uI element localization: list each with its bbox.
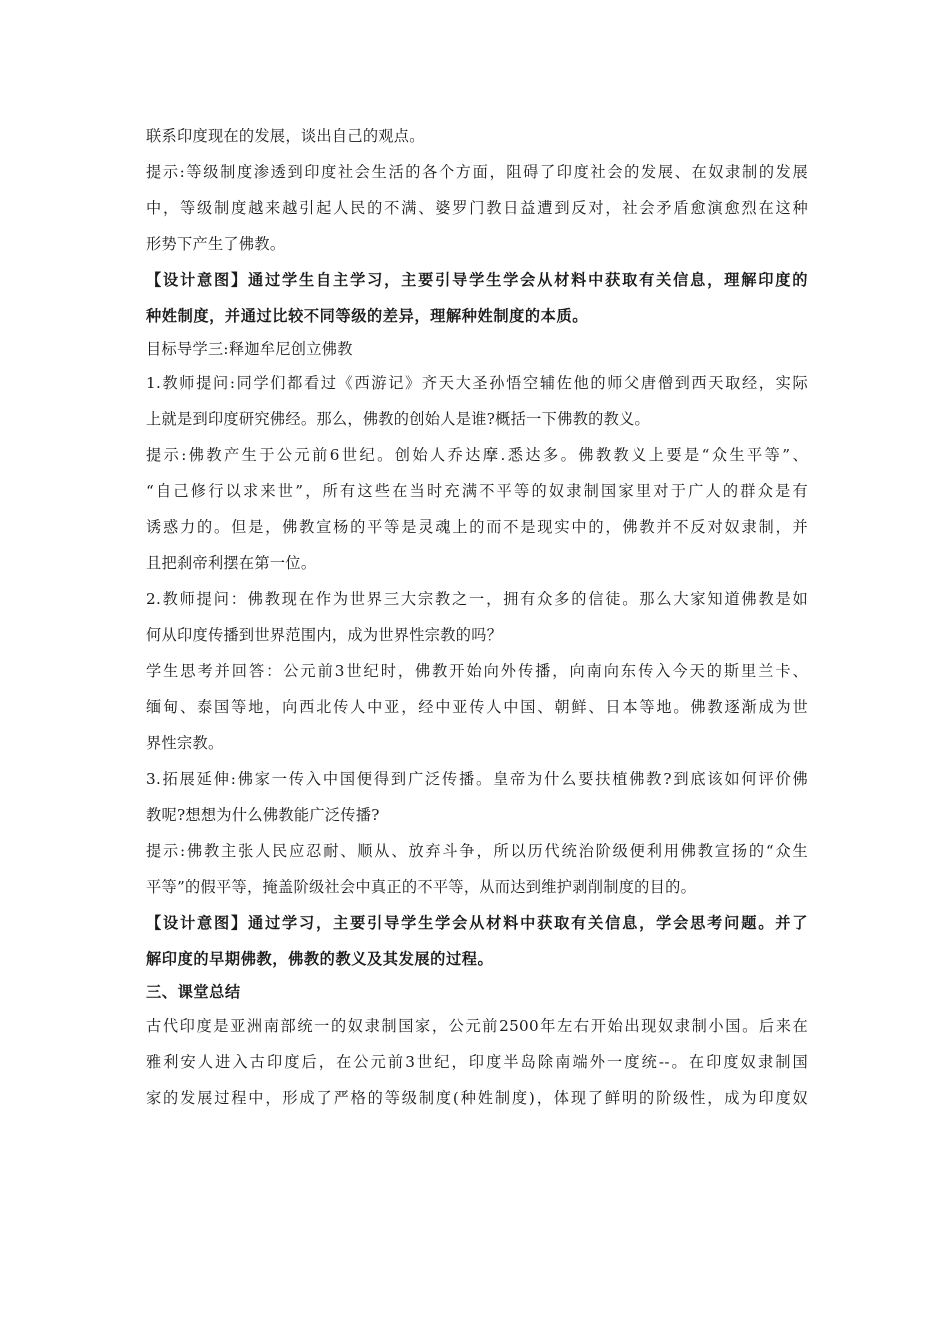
text-line: 教呢?想想为什么佛教能广泛传播? <box>146 806 380 824</box>
text-line: 联系印度现在的发展，谈出自己的观点。 <box>146 127 425 145</box>
text-line: 学生思考并回答：公元前3世纪时，佛教开始向外传播，向南向东传入今天的斯里兰卡、 <box>146 662 808 680</box>
text-line: 缅甸、泰国等地，向西北传人中亚，经中亚传人中国、朝鲜、日本等地。佛教逐渐成为世 <box>146 698 808 716</box>
text-line: 界性宗教。 <box>146 734 224 752</box>
text-line: 中，等级制度越来越引起人民的不满、婆罗门教日益遭到反对，社会矛盾愈演愈烈在这种 <box>146 199 808 217</box>
section-heading: 目标导学三:释迦牟尼创立佛教 <box>146 340 353 358</box>
text-line: 提示:等级制度渗透到印度社会生活的各个方面，阻碍了印度社会的发展、在奴隶制的发展 <box>146 163 808 181</box>
text-line: 平等”的假平等，掩盖阶级社会中真正的不平等，从而达到维护剥削制度的目的。 <box>146 878 697 896</box>
text-line: 2.教师提问：佛教现在作为世界三大宗教之一，拥有众多的信徒。那么大家知道佛教是如 <box>146 590 808 608</box>
design-intent-heading: 【设计意图】通过学习，主要引导学生学会从材料中获取有关信息，学会思考问题。并了 <box>146 914 808 932</box>
section-heading: 三、课堂总结 <box>146 983 241 1001</box>
text-line: 且把刹帝利摆在第一位。 <box>146 554 317 572</box>
text-line: 3.拓展延伸:佛家一传入中国便得到广泛传播。皇帝为什么要扶植佛教?到底该如何评价佛 <box>146 770 808 788</box>
text-line: 家的发展过程中，形成了严格的等级制度(种姓制度)，体现了鲜明的阶级性，成为印度奴 <box>146 1089 808 1107</box>
text-line: 1.教师提问:同学们都看过《西游记》齐天大圣孙悟空辅佐他的师父唐僧到西天取经，实际 <box>146 374 808 392</box>
text-line: 提示:佛教主张人民应忍耐、顺从、放弃斗争，所以历代统治阶级便利用佛教宣扬的“众生 <box>146 842 808 860</box>
design-intent-text: 种姓制度，并通过比较不同等级的差异，理解种姓制度的本质。 <box>146 307 589 325</box>
text-line: 提示:佛教产生于公元前6世纪。创始人乔达摩.悉达多。佛教教义上要是“众生平等”、 <box>146 446 808 464</box>
text-line: 形势下产生了佛教。 <box>146 235 286 253</box>
text-line: 诱惑力的。但是，佛教宣杨的平等是灵魂上的而不是现实中的，佛教并不反对奴隶制，并 <box>146 518 808 536</box>
text-line: “自己修行以求来世”，所有这些在当时充满不平等的奴隶制国家里对于广人的群众是有 <box>146 482 808 500</box>
text-line: 何从印度传播到世界范围内，成为世界性宗教的吗？ <box>146 626 503 644</box>
text-line: 上就是到印度研究佛经。那么，佛教的创始人是谁?概括一下佛教的教义。 <box>146 410 651 428</box>
text-line: 古代印度是亚洲南部统一的奴隶制国家，公元前2500年左右开始出现奴隶制小国。后来在 <box>146 1017 808 1035</box>
text-line: 雅利安人进入古印度后，在公元前3世纪，印度半岛除南端外一度统--。在印度奴隶制国 <box>146 1053 808 1071</box>
design-intent-text: 解印度的早期佛教，佛教的教义及其发展的过程。 <box>146 950 494 968</box>
document-page <box>146 118 808 1116</box>
design-intent-heading: 【设计意图】通过学生自主学习，主要引导学生学会从材料中获取有关信息，理解印度的 <box>146 271 808 289</box>
